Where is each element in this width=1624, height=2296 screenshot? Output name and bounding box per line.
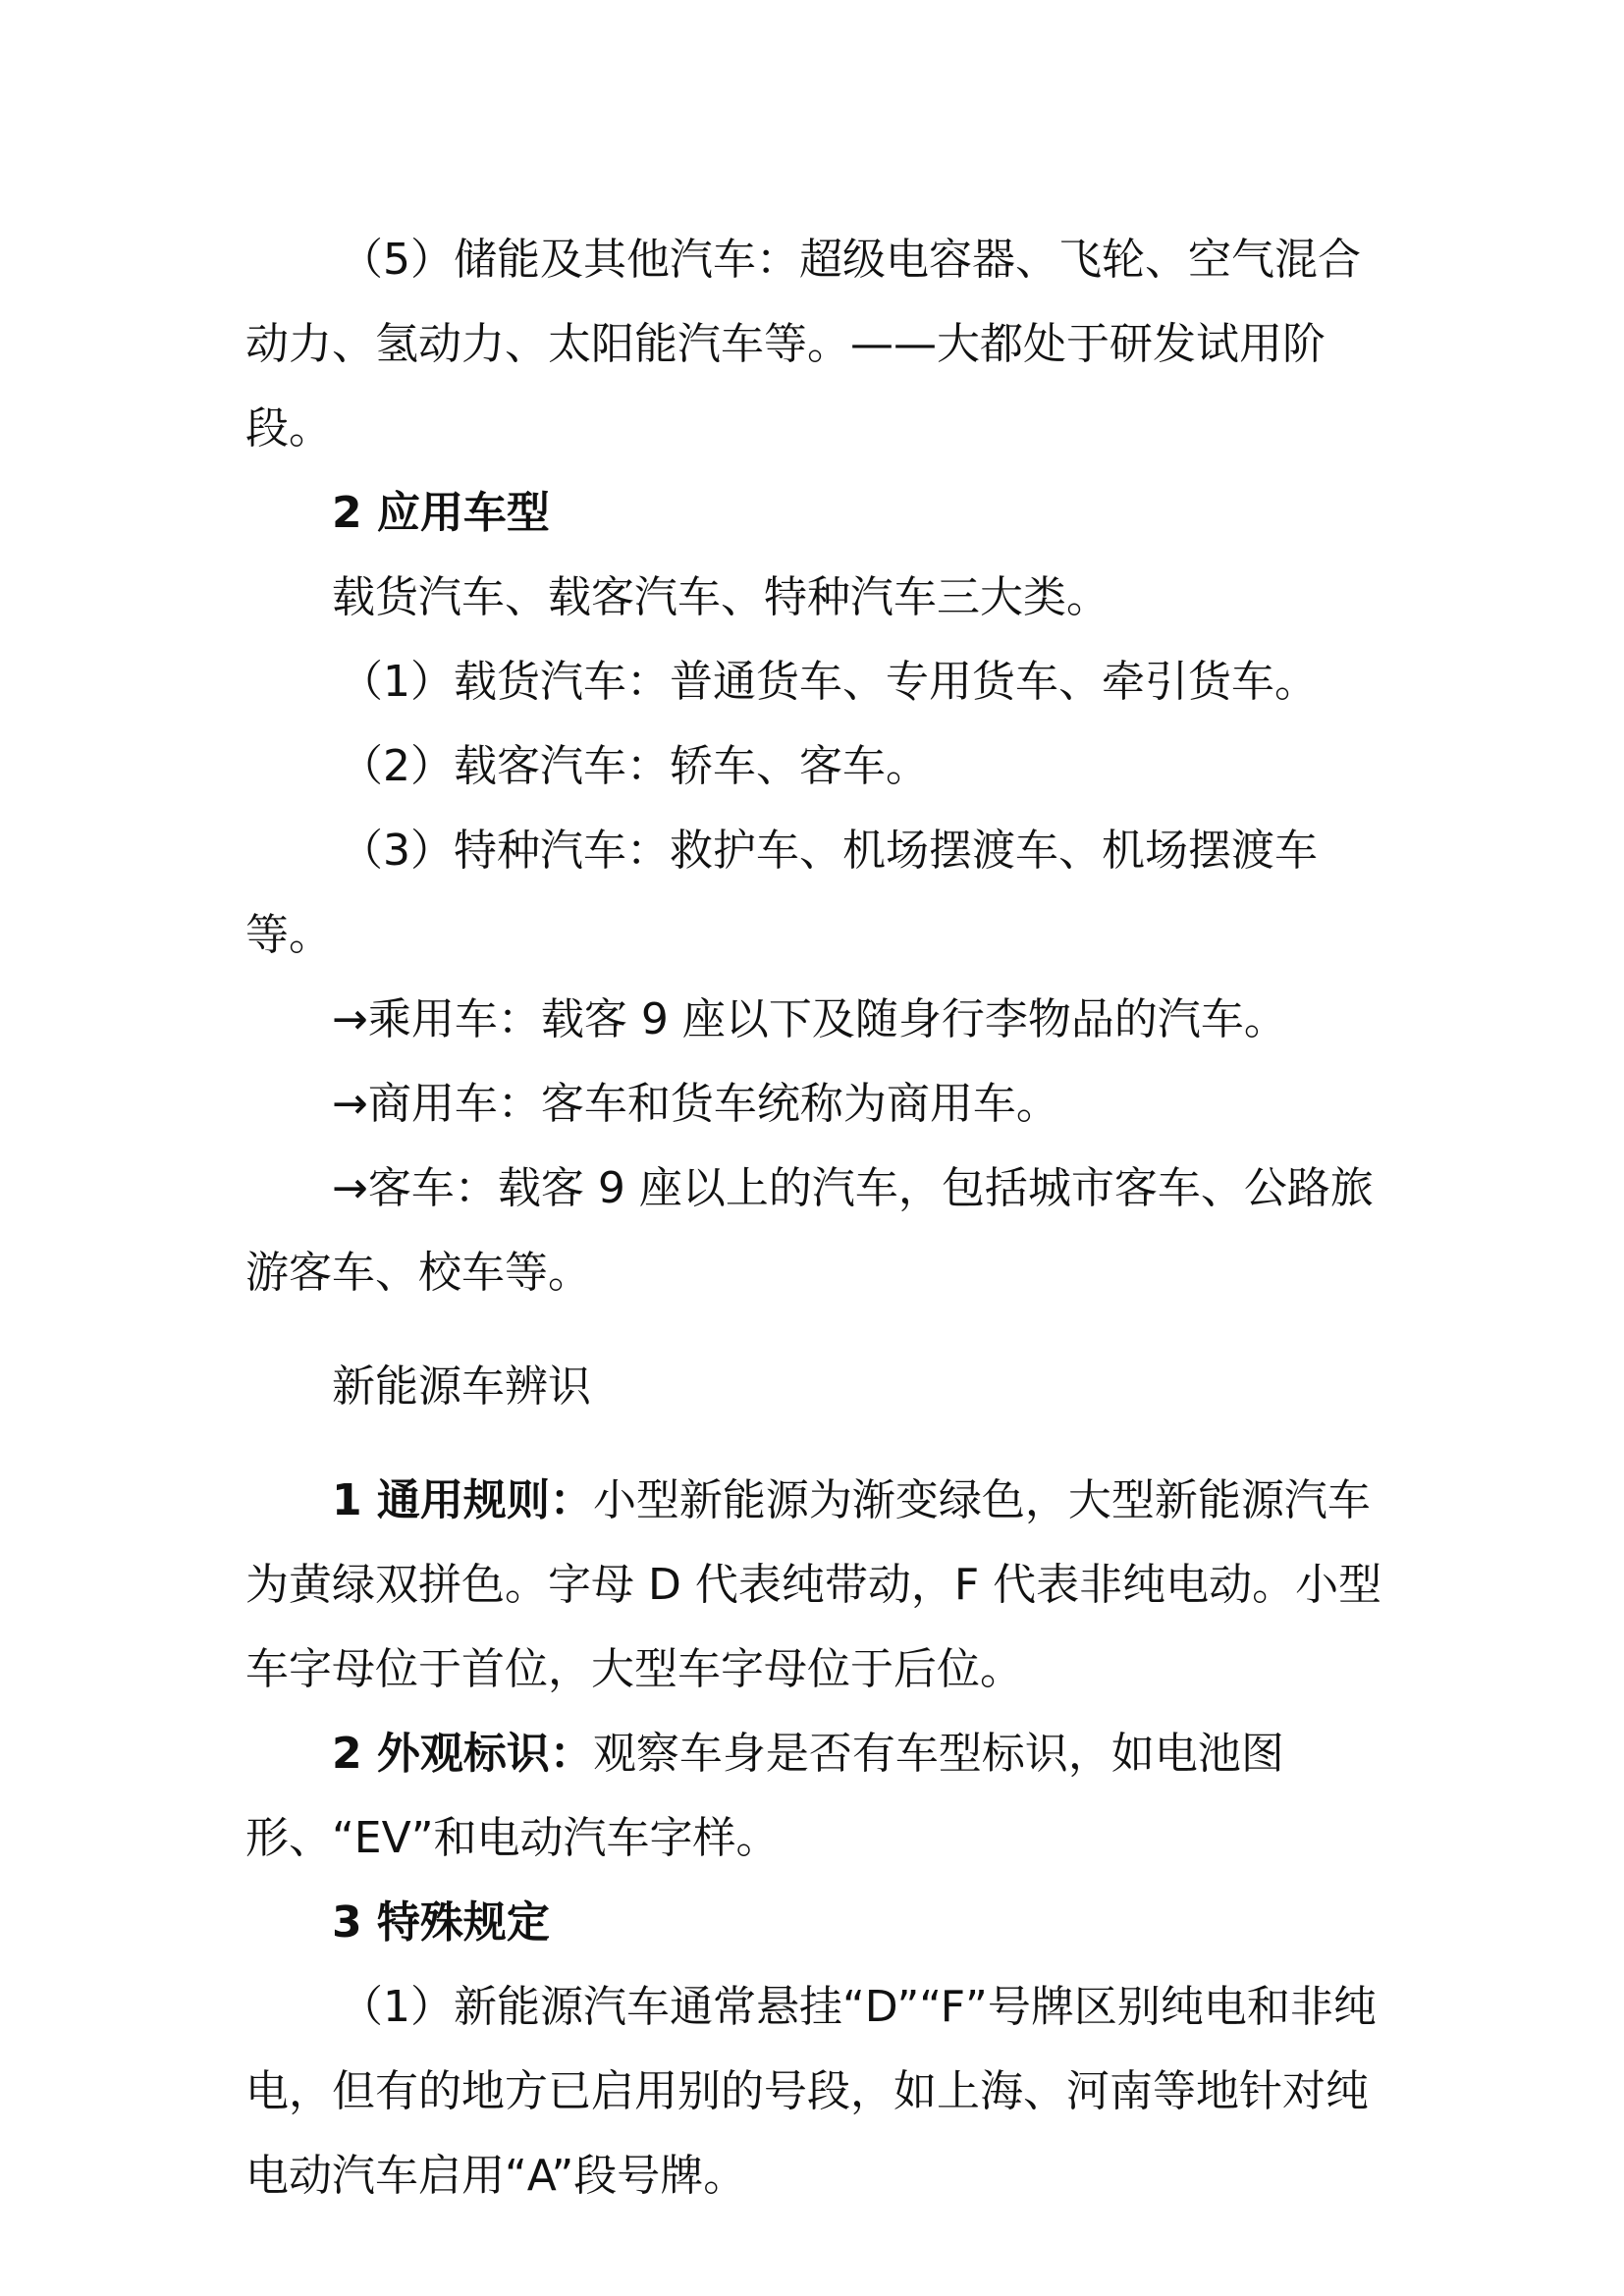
paragraph-passenger-vehicles: （2）载客汽车：轿车、客车。 <box>340 741 929 791</box>
paragraph-energy-storage: （5）储能及其他汽车：超级电容器、飞轮、空气混合动力、氢动力、太阳能汽车等。——大都处于研发试用阶段。 <box>245 235 1361 454</box>
paragraph-passenger-car-definition: →乘用车：载客 9 座以下及随身行李物品的汽车。 <box>332 994 1287 1044</box>
paragraph-cargo-vehicles: （1）载货汽车：普通货车、专用货车、牵引货车。 <box>340 657 1318 707</box>
paragraph-special-vehicles: （3）特种汽车：救护车、机场摆渡车、机场摆渡车等。 <box>245 826 1318 960</box>
general-rules-text: 小型新能源为渐变绿色，大型新能源汽车为黄绿双拼色。字母 D 代表纯带动，F 代表非纯电动。小型车字母位于首位，大型车字母位于后位。 <box>245 1475 1382 1694</box>
appearance-markings-label: 2 外观标识： <box>332 1729 593 1779</box>
heading-new-energy-identification: 新能源车辨识 <box>332 1362 591 1412</box>
paragraph-general-rules <box>245 1459 1384 1712</box>
paragraph-license-plates: （1）新能源汽车通常悬挂“D”“F”号牌区别纯电和非纯电，但有的地方已启用别的号段，如上海、河南等地针对纯电动汽车启用“A”段号牌。 <box>245 1982 1377 2201</box>
paragraph-commercial-vehicle-definition: →商用车：客车和货车统称为商用车。 <box>332 1079 1059 1129</box>
paragraph-appearance-markings <box>245 1712 1384 1881</box>
section-spacer <box>245 1429 1384 1459</box>
appearance-markings-text: 观察车身是否有车型标识，如电池图形、“EV”和电动汽车字样。 <box>245 1729 1284 1863</box>
heading-special-provisions: 3 特殊规定 <box>332 1897 550 1948</box>
section-spacer <box>245 1315 1384 1345</box>
general-rules-label: 1 通用规则： <box>332 1475 593 1525</box>
paragraph-bus-definition: →客车：载客 9 座以上的汽车，包括城市客车、公路旅游客车、校车等。 <box>245 1163 1374 1298</box>
document-page <box>245 218 1384 2218</box>
heading-application-models: 2 应用车型 <box>332 488 550 538</box>
paragraph-three-categories: 载货汽车、载客汽车、特种汽车三大类。 <box>332 572 1110 622</box>
